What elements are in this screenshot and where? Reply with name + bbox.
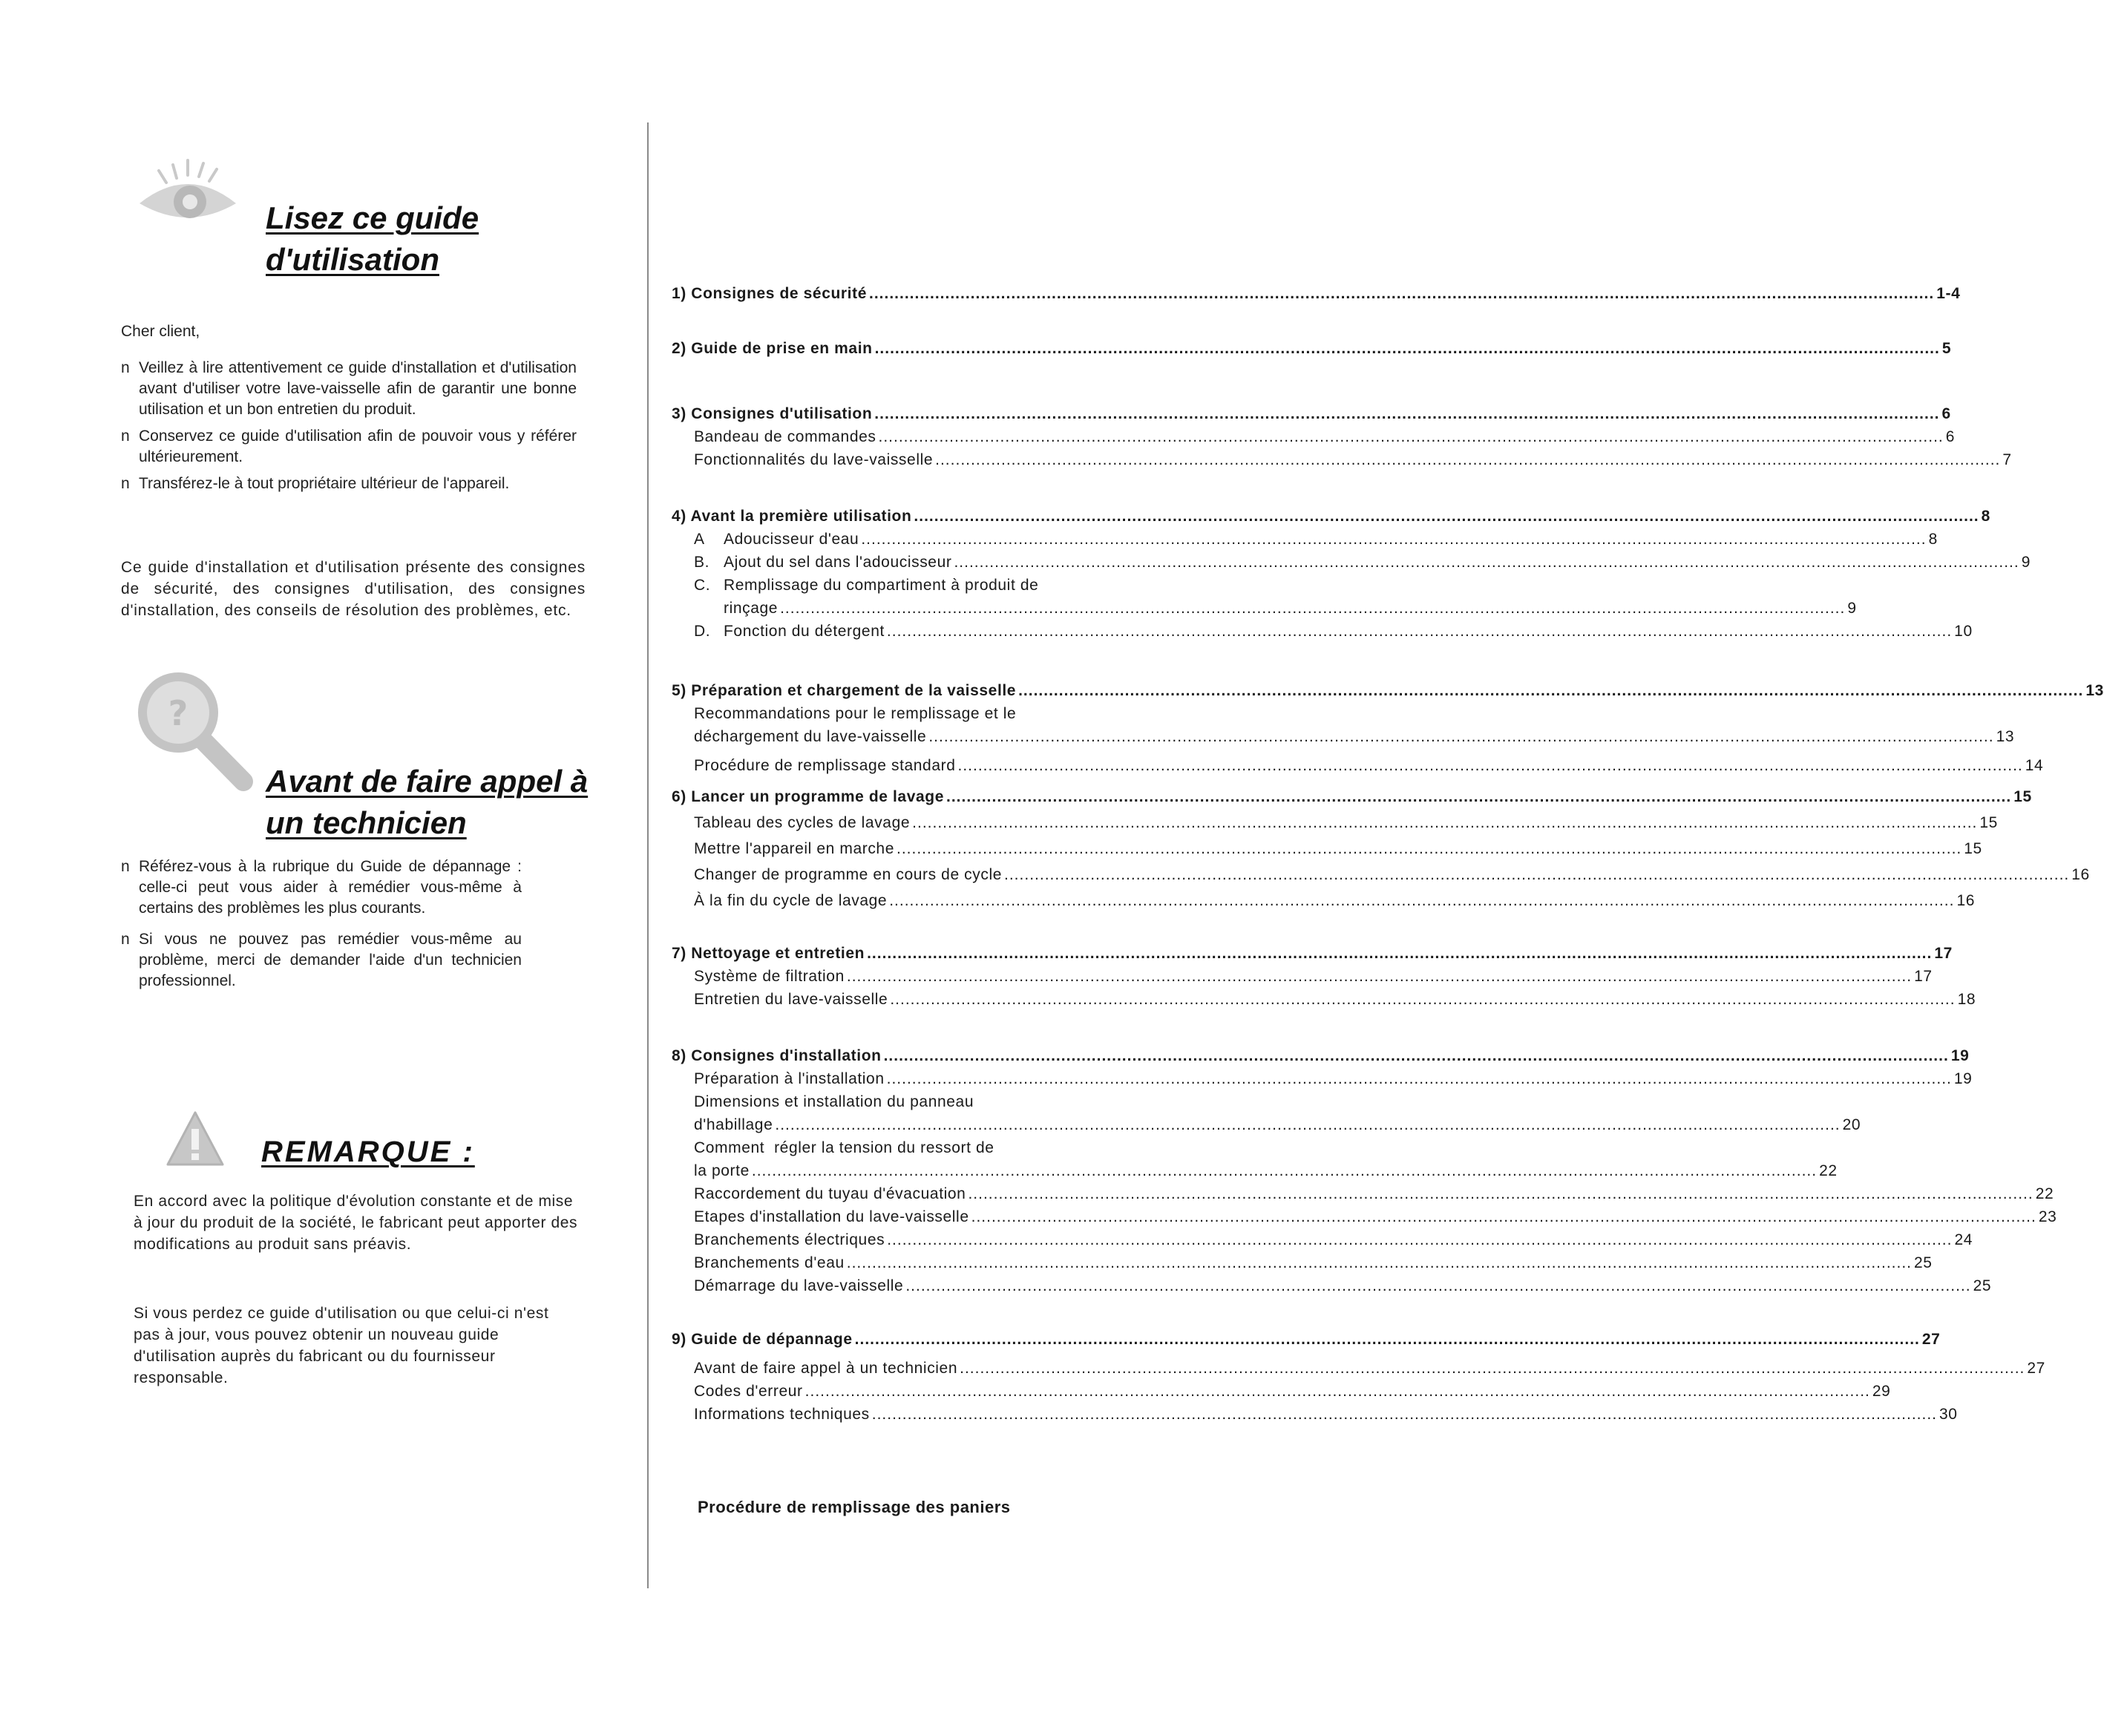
toc-label: 9) Guide de dépannage: [672, 1331, 853, 1348]
toc-label: Mettre l'appareil en marche: [694, 840, 894, 857]
toc-entry: [672, 889, 1975, 912]
toc-entry: [672, 1357, 2045, 1380]
toc-entry: [672, 1228, 1973, 1251]
toc-page: 22: [2035, 1185, 2054, 1202]
toc-page: 6: [1945, 428, 1956, 445]
remark-paragraph-1: En accord avec la politique d'évolution constante et de mise à jour du produit de la société, le fabricant peut apporter des modifications au produit sans préavis.: [134, 1193, 578, 1253]
toc-page: 23: [2038, 1208, 2057, 1225]
toc-label: Procédure de remplissage standard: [694, 757, 956, 774]
footer-note: Procédure de remplissage des paniers: [698, 1498, 1011, 1516]
toc-section-3: [672, 402, 2012, 471]
toc-section-2: [672, 337, 1952, 360]
toc-label: déchargement du lave-vaisselle: [694, 728, 927, 745]
toc-section-1: [672, 282, 1961, 305]
toc-label: Etapes d'installation du lave-vaisselle: [694, 1208, 969, 1225]
toc-section-9: [672, 1328, 2045, 1426]
toc-page: 15: [1964, 840, 1982, 857]
toc-page: 10: [1954, 623, 1973, 640]
toc-entry: [672, 863, 2090, 886]
greeting: Cher client,: [121, 323, 200, 340]
list-item: [121, 929, 522, 992]
toc-section-8: [672, 1044, 2057, 1297]
toc-label: Entretien du lave-vaisselle: [694, 991, 888, 1008]
toc-entry: [672, 425, 1956, 448]
toc-page: 9: [2021, 554, 2031, 571]
svg-text:?: ?: [168, 693, 189, 733]
toc-label: 4) Avant la première utilisation: [672, 508, 912, 525]
toc-entry: [672, 965, 1933, 988]
remark-title: REMARQUE :: [261, 1136, 475, 1168]
toc-label: Dimensions et installation du panneau: [694, 1093, 974, 1110]
toc-section-6: [672, 785, 2090, 912]
toc-entry: [672, 1251, 1933, 1274]
guide-intro-paragraph: Ce guide d'installation et d'utilisation présente des consignes de sécurité, des consignes d'utilisation, des consignes d'installation, des conseils de résolution des problèmes, etc.: [121, 559, 586, 619]
toc-entry: [672, 811, 1998, 834]
toc-entry: [672, 725, 2015, 748]
toc-label: Branchements d'eau: [694, 1254, 845, 1271]
toc-label: la porte: [694, 1162, 750, 1179]
toc-entry: [672, 574, 1121, 597]
toc-entry: [672, 1328, 1941, 1351]
toc-entry: [672, 1205, 2057, 1228]
toc-entry: [672, 1274, 1992, 1297]
magnifier-question-icon: [132, 672, 258, 790]
list-item: [121, 426, 577, 468]
toc-page: 18: [1957, 991, 1976, 1008]
toc-page: 30: [1939, 1406, 1958, 1423]
toc-label: Adoucisseur d'eau: [724, 531, 859, 548]
toc-page: 24: [1954, 1231, 1973, 1248]
toc-page: 5: [1941, 340, 1952, 357]
toc-page: 15: [2013, 788, 2032, 805]
toc-letter: D.: [694, 623, 711, 640]
toc-label: Avant de faire appel à un technicien: [694, 1360, 958, 1377]
toc-page: 14: [2025, 757, 2044, 774]
column-divider: [647, 122, 649, 1588]
toc-label: Fonction du détergent: [724, 623, 885, 640]
toc-label: 3) Consignes d'utilisation: [672, 405, 873, 422]
read-guide-title-line1: Lisez ce guide: [266, 200, 479, 235]
bullet-text: Transférez-le à tout propriétaire ultérieur de l'appareil.: [139, 475, 510, 492]
toc-entry: [672, 402, 1951, 425]
toc-entry: [672, 1113, 1861, 1136]
bullet-text: Conservez ce guide d'utilisation afin de pouvoir vous y référer ultérieurement.: [139, 428, 577, 465]
toc-entry: [672, 988, 1976, 1011]
toc-page: 9: [1847, 600, 1857, 617]
toc-label: 2) Guide de prise en main: [672, 340, 873, 357]
before-technician-title-line1: Avant de faire appel à: [266, 764, 589, 799]
toc-page: 1-4: [1936, 285, 1961, 302]
toc-entry: [672, 1067, 1973, 1090]
toc-page: 29: [1872, 1383, 1891, 1400]
before-technician-title-line2: un technicien: [266, 805, 467, 840]
toc-letter: C.: [694, 577, 711, 594]
toc-page: 13: [1996, 728, 2015, 745]
toc-label: d'habillage: [694, 1116, 773, 1133]
toc-label: Codes d'erreur: [694, 1383, 803, 1400]
toc-label: Fonctionnalités du lave-vaisselle: [694, 451, 934, 468]
toc-entry: [672, 1380, 1891, 1403]
toc-entry: [672, 337, 1952, 360]
toc-entry: [672, 837, 1982, 860]
toc-section-5: [672, 679, 2104, 777]
toc-page: 19: [1953, 1070, 1973, 1087]
table-of-contents: [672, 282, 2104, 1426]
toc-label: Raccordement du tuyau d'évacuation: [694, 1185, 966, 1202]
toc-label: 1) Consignes de sécurité: [672, 285, 867, 302]
toc-entry: [672, 505, 1990, 528]
toc-page: 17: [1934, 945, 1953, 962]
toc-entry: [672, 785, 2032, 808]
toc-section-4: [672, 505, 2031, 643]
toc-label: Système de filtration: [694, 968, 845, 985]
toc-page: 16: [2071, 866, 2090, 883]
toc-page: 25: [1973, 1277, 1992, 1294]
toc-label: rinçage: [724, 600, 779, 617]
toc-entry: [672, 448, 2012, 471]
toc-page: 25: [1914, 1254, 1933, 1271]
toc-page: 19: [1950, 1047, 1970, 1064]
toc-letter: B.: [694, 554, 710, 571]
list-item: [121, 856, 522, 919]
toc-entry: [672, 551, 2031, 574]
toc-page: 8: [1981, 508, 1990, 525]
toc-entry: [672, 282, 1961, 305]
list-item: [121, 358, 577, 420]
read-guide-title-line2: d'utilisation: [266, 242, 439, 277]
toc-label: À la fin du cycle de lavage: [694, 892, 888, 909]
toc-label: Informations techniques: [694, 1406, 870, 1423]
toc-label: Comment régler la tension du ressort de: [694, 1139, 994, 1156]
toc-label: 6) Lancer un programme de lavage: [672, 788, 944, 805]
toc-page: 13: [2085, 682, 2104, 699]
toc-page: 15: [1979, 814, 1998, 831]
toc-entry: [672, 597, 1857, 620]
toc-label: Remplissage du compartiment à produit de: [724, 577, 1039, 594]
toc-entry: [672, 528, 1938, 551]
toc-page: 27: [1921, 1331, 1941, 1348]
read-guide-title: [266, 197, 479, 281]
toc-label: Bandeau de commandes: [694, 428, 876, 445]
toc-page: 27: [2027, 1360, 2045, 1377]
toc-label: Recommandations pour le remplissage et le: [694, 705, 1017, 722]
toc-section-7: [672, 942, 1976, 1011]
bullet-text: Si vous ne pouvez pas remédier vous-même au problème, merci de demander l'aide d'un technicien professionnel.: [139, 931, 522, 989]
toc-page: 16: [1956, 892, 1975, 909]
toc-label: Changer de programme en cours de cycle: [694, 866, 1003, 883]
eye-icon: [132, 157, 243, 232]
list-item: [121, 474, 577, 494]
toc-label: 5) Préparation et chargement de la vaisselle: [672, 682, 1017, 699]
read-guide-bullets: [121, 358, 577, 500]
toc-page: 8: [1928, 531, 1938, 548]
toc-page: 20: [1842, 1116, 1861, 1133]
bullet-text: Veillez à lire attentivement ce guide d'installation et d'utilisation avant d'utiliser votre lave-vaisselle afin de garantir une bonne utilisation et un bon entretien du produit.: [139, 359, 577, 418]
toc-label: Branchements électriques: [694, 1231, 885, 1248]
toc-entry: [672, 679, 2104, 702]
before-technician-title: [266, 761, 588, 844]
toc-label: 7) Nettoyage et entretien: [672, 945, 865, 962]
toc-entry: [672, 754, 2044, 777]
warning-icon: [165, 1110, 226, 1167]
bullet-mark: n: [121, 858, 130, 875]
toc-label: Préparation à l'installation: [694, 1070, 885, 1087]
technician-bullets: [121, 856, 522, 998]
toc-entry: [672, 1159, 1838, 1182]
toc-page: 6: [1941, 405, 1951, 422]
bullet-mark: n: [121, 475, 130, 492]
toc-label: Ajout du sel dans l'adoucisseur: [724, 554, 952, 571]
toc-page: 17: [1914, 968, 1933, 985]
bullet-text: Référez-vous à la rubrique du Guide de dépannage : celle-ci peut vous aider à remédier vous-même à certains des problèmes les plus courants.: [139, 858, 522, 917]
toc-page: 22: [1819, 1162, 1838, 1179]
toc-letter: A: [694, 531, 705, 548]
toc-page: 7: [2002, 451, 2012, 468]
toc-label: Démarrage du lave-vaisselle: [694, 1277, 904, 1294]
remark-paragraph-2: Si vous perdez ce guide d'utilisation ou que celui-ci n'est pas à jour, vous pouvez obtenir un nouveau guide d'utilisation auprès du fabricant ou du fournisseur responsable.: [134, 1305, 549, 1386]
bullet-mark: n: [121, 931, 130, 948]
toc-label: 8) Consignes d'installation: [672, 1047, 882, 1064]
bullet-mark: n: [121, 428, 130, 445]
toc-entry: [672, 1403, 1958, 1426]
toc-entry: [672, 620, 1973, 643]
bullet-mark: n: [121, 359, 130, 376]
toc-entry: [672, 1044, 1970, 1067]
toc-entry: [672, 1182, 2054, 1205]
toc-entry: [672, 942, 1953, 965]
toc-label: Tableau des cycles de lavage: [694, 814, 911, 831]
